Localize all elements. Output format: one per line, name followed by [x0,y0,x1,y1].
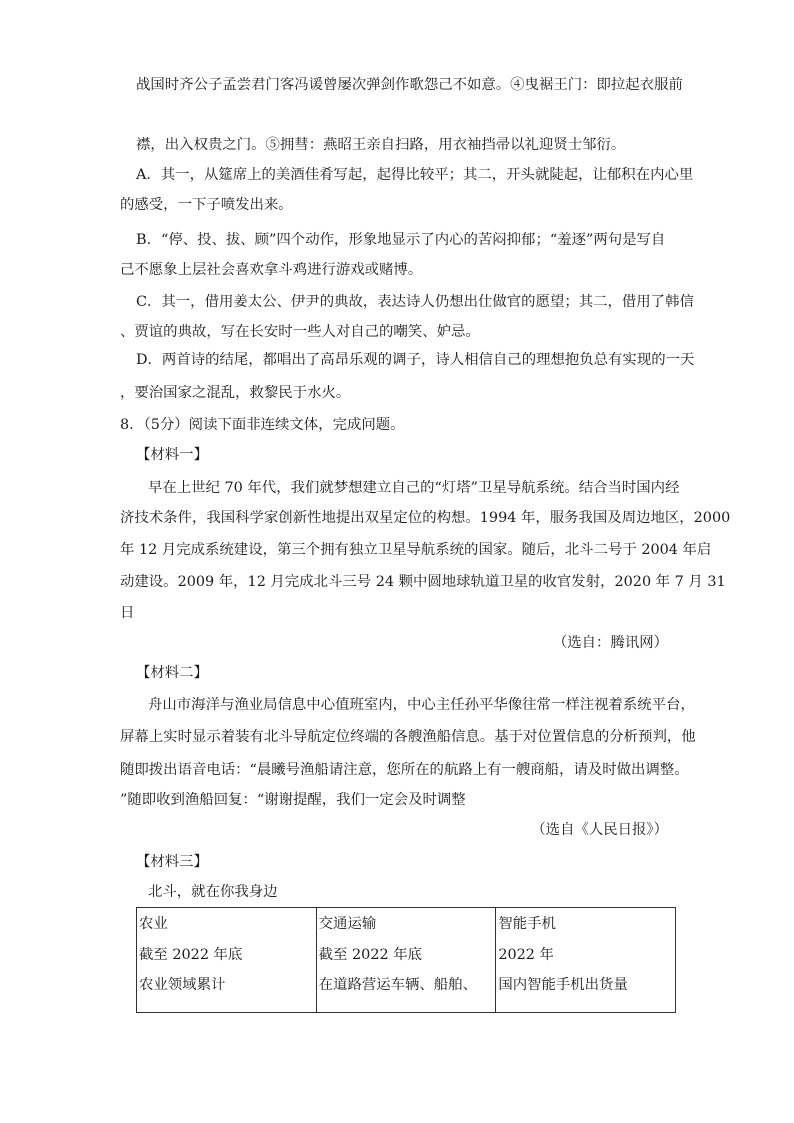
material-1-line: 年 12 月完成系统建设，第三个拥有独立卫星导航系统的国家。随后，北斗二号于 2004 年启 [120,542,712,558]
table-cell-agriculture [137,908,317,1013]
table-row [137,908,676,1013]
table-cell-smartphone [496,908,676,1013]
option-d-line: ，要治国家之混乱，救黎民于水火。 [120,385,351,401]
cell-title: 智能手机 [498,916,556,932]
table-cell-transport [316,908,496,1013]
material-1-line: 动建设。2009 年，12 月完成北斗三号 24 颗中圆地球轨道卫星的收官发射，2020 年 7 月 31 [120,574,726,590]
option-a-line: 的感受，一下子喷发出来。 [120,197,293,213]
material-3-heading: 【材料三】 [136,854,208,870]
option-c-line: 、贾谊的典故，写在长安时一些人对自己的嘲笑、妒忌。 [120,324,480,340]
cell-date: 截至 2022 年底 [318,946,422,963]
material-1-heading: 【材料一】 [136,447,208,463]
cell-title: 交通运输 [318,916,377,932]
cell-text: 在道路营运车辆、船舶、 [318,977,477,993]
material-2-line: 随即拨出语音电话：“晨曦号渔船请注意，您所在的航路上有一艘商船，请及时做出调整。 [120,762,689,778]
cell-date: 2022 年 [498,946,554,963]
option-c-line: C．其一，借用姜太公、伊尹的典故，表达诗人仍想出仕做官的愿望；其二，借用了韩信 [136,294,694,310]
material-2-line: ”随即收到渔船回复：“谢谢提醒，我们一定会及时调整 [120,792,466,808]
material-2-source: （选自《人民日报》） [531,822,668,838]
cell-text: 国内智能手机出货量 [498,977,628,993]
material-1-line: 济技术条件，我国科学家创新性地提出双星定位的构想。1994 年，服务我国及周边地区，2000 [120,510,731,526]
option-d-line: D．两首诗的结尾，都唱出了高昂乐观的调子，诗人相信自己的理想抱负总有实现的一天 [136,352,695,368]
material-2-heading: 【材料二】 [136,665,208,681]
option-b-line: 己不愿象上层社会喜欢拿斗鸡进行游戏或赌博。 [120,262,423,278]
annotation-line: 襟，出入权贵之门。⑤拥彗：燕昭王亲自扫路，用衣袖挡帚以礼迎贤士邹衍。 [136,137,626,153]
cell-date: 截至 2022 年底 [139,946,243,963]
material-1-line: 日 [120,605,135,621]
beidou-info-table [136,907,676,1013]
annotation-line: 战国时齐公子孟尝君门客冯谖曾屡次弹剑作歌怨己不如意。④曳裾王门：即拉起衣服前 [136,77,683,93]
material-1-source: （选自：腾讯网） [552,635,668,651]
cell-text: 农业领域累计 [139,977,226,993]
material-2-line: 屏幕上实时显示着装有北斗导航定位终端的各艘渔船信息。基于对位置信息的分析预判，他 [120,729,696,745]
cell-title: 农业 [139,916,168,932]
material-1-line: 早在上世纪 70 年代，我们就梦想建立自己的“灯塔”卫星导航系统。结合当时国内经 [148,480,680,496]
material-2-line: 舟山市海洋与渔业局信息中心值班室内，中心主任孙平华像往常一样注视着系统平台， [148,697,695,713]
option-b-line: B．“停、投、拔、顾”四个动作，形象地显示了内心的苦闷抑郁；“羞逐”两句是写自 [136,232,666,248]
question-8-heading: 8．（5分）阅读下面非连续文体，完成问题。 [120,417,405,433]
material-3-subtitle: 北斗，就在你我身边 [148,884,278,900]
option-a-line: A．其一，从筵席上的美酒佳肴写起，起得比较平；其二，开头就陡起，让郁积在内心里 [136,167,694,183]
